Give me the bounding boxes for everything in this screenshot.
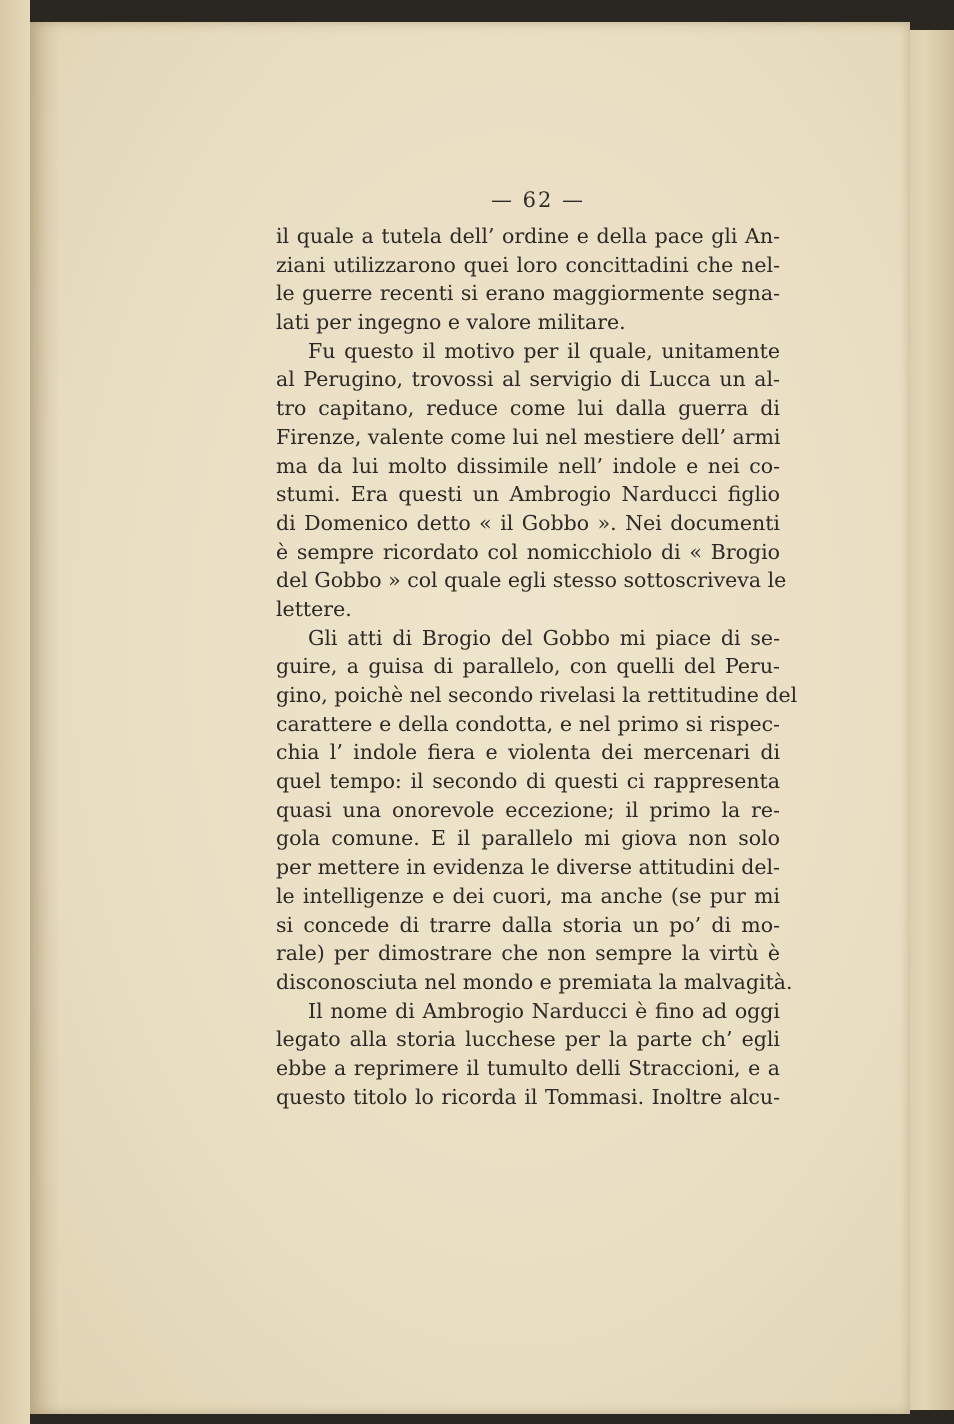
text-line: le guerre recenti si erano maggiormente segna- xyxy=(276,281,780,306)
text-line: del Gobbo » col quale egli stesso sottoscriveva le xyxy=(276,568,787,593)
text-line: rale) per dimostrare che non sempre la virtù è xyxy=(276,941,780,966)
text-line: legato alla storia lucchese per la parte ch’ egli xyxy=(276,1027,780,1052)
text-line: guire, a guisa di parallelo, con quelli del Peru- xyxy=(276,654,780,679)
text-line: chia l’ indole fiera e violenta dei mercenari di xyxy=(276,740,780,765)
text-line: quasi una onorevole eccezione; il primo la re- xyxy=(276,797,780,822)
text-line: Fu questo il motivo per il quale, unitamente xyxy=(308,338,780,363)
text-line: gola comune. E il parallelo mi giova non solo xyxy=(276,826,780,851)
page-gutter-shadow xyxy=(30,22,60,1414)
text-line: carattere e della condotta, e nel primo si rispec- xyxy=(276,711,780,736)
text-line: Firenze, valente come lui nel mestiere dell’ armi xyxy=(276,424,781,449)
text-line: è sempre ricordato col nomicchiolo di « Brogio xyxy=(276,539,780,564)
text-line: per mettere in evidenza le diverse attitudini del- xyxy=(276,855,780,880)
text-line: gino, poichè nel secondo rivelasi la rettitudine del xyxy=(276,683,798,707)
text-line: Il nome di Ambrogio Narducci è fino ad oggi xyxy=(308,998,780,1023)
text-line: ziani utilizzarono quei loro concittadini che nel- xyxy=(276,252,780,277)
text-line: disconosciuta nel mondo e premiata la malvagità. xyxy=(276,969,793,994)
text-line: di Domenico detto « il Gobbo ». Nei documenti xyxy=(276,510,780,535)
next-page-edge xyxy=(905,30,954,1410)
text-line: ma da lui molto dissimile nell’ indole e nei co- xyxy=(276,453,780,478)
page-number: — 62 — xyxy=(490,188,586,212)
text-line: il quale a tutela dell’ ordine e della pace gli An- xyxy=(276,224,780,248)
body-text xyxy=(276,222,798,1111)
text-line: si concede di trarre dalla storia un po’ di mo- xyxy=(276,912,780,937)
text-line: tro capitano, reduce come lui dalla guerra di xyxy=(276,396,780,421)
text-line: questo titolo lo ricorda il Tommasi. Inoltre alcu- xyxy=(276,1084,780,1109)
text-line: stumi. Era questi un Ambrogio Narducci figlio xyxy=(276,482,780,507)
text-line: le intelligenze e dei cuori, ma anche (se pur mi xyxy=(276,883,780,908)
text-line: quel tempo: il secondo di questi ci rappresenta xyxy=(276,769,780,794)
text-line: ebbe a reprimere il tumulto delli Straccioni, e a xyxy=(276,1055,780,1080)
text-line: lettere. xyxy=(276,596,352,621)
text-line: lati per ingegno e valore militare. xyxy=(276,310,626,335)
book-spine-edge xyxy=(0,0,30,1424)
text-line: al Perugino, trovossi al servigio di Lucca un al- xyxy=(276,367,780,392)
text-line: Gli atti di Brogio del Gobbo mi piace di se- xyxy=(308,625,780,650)
